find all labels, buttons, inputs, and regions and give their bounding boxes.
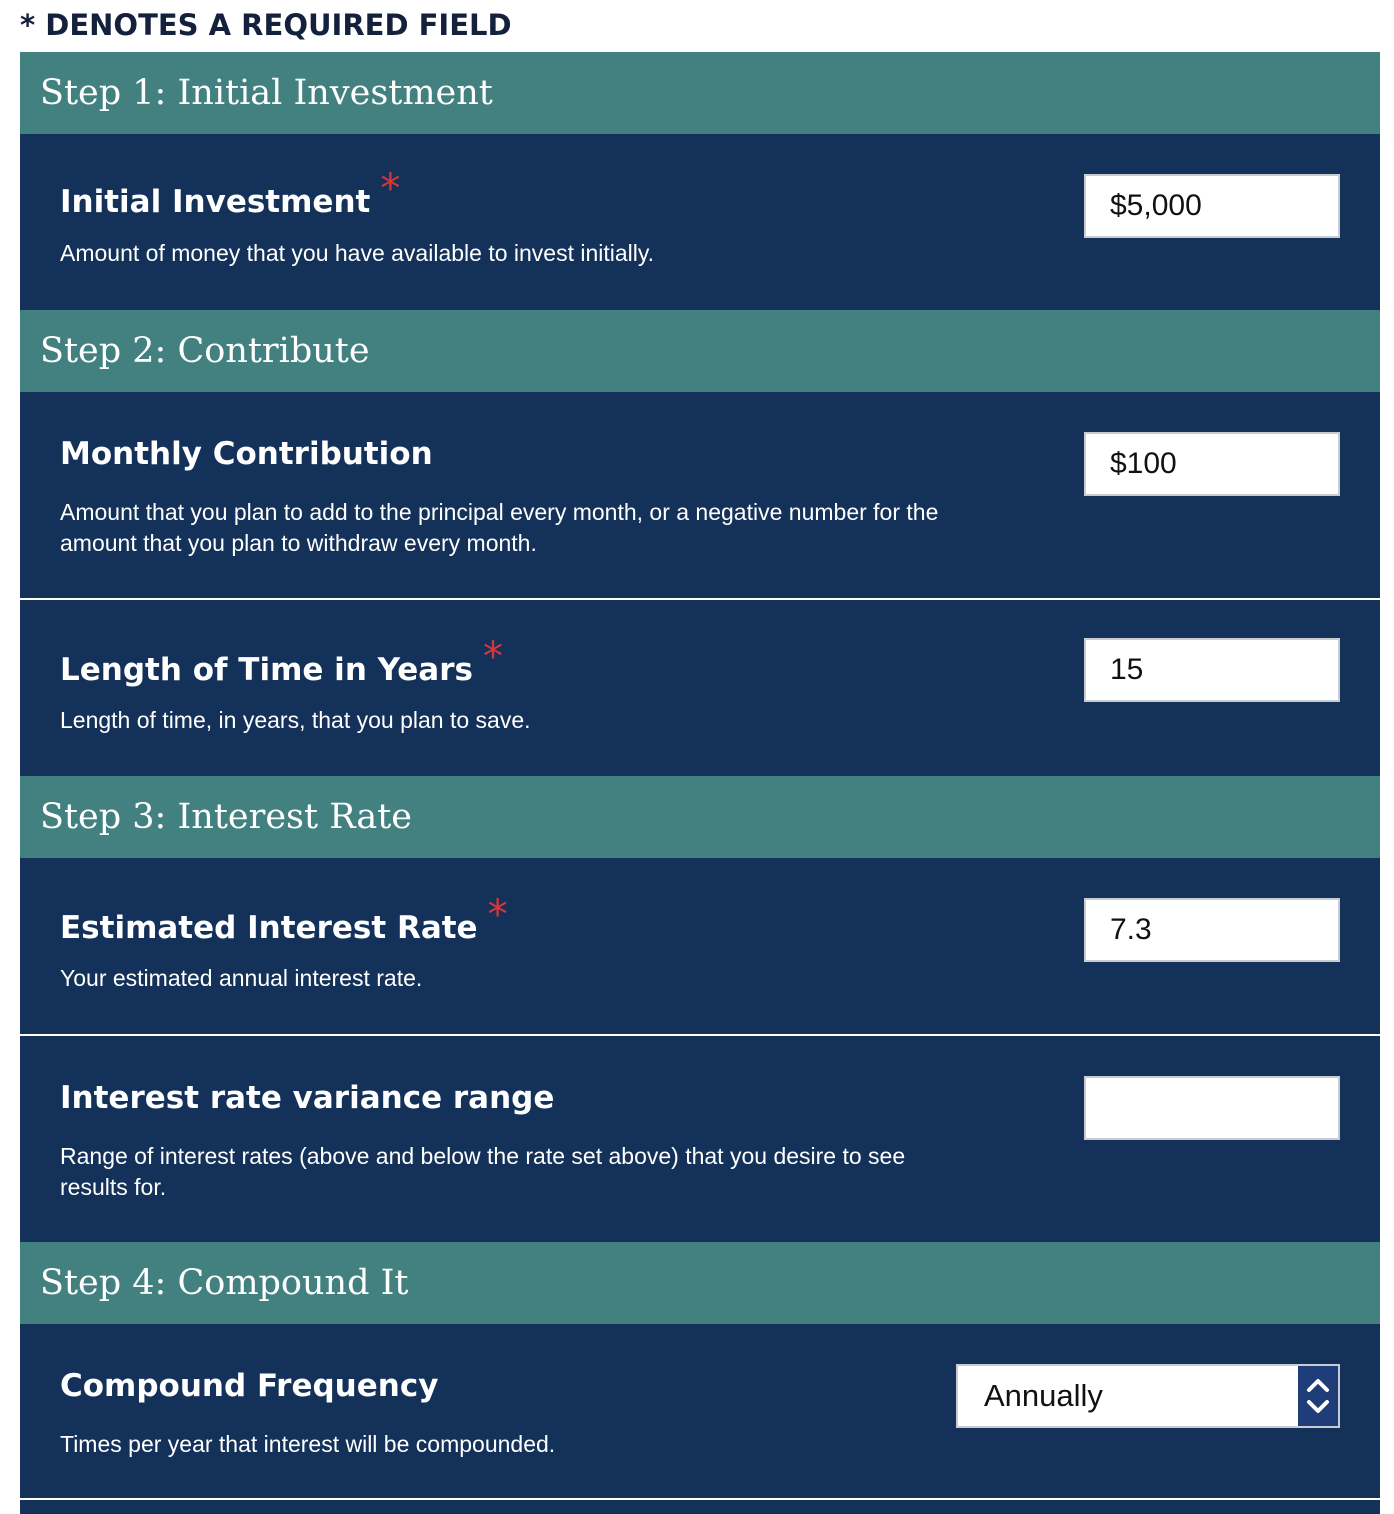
initial-investment-input[interactable] [1084,174,1340,238]
required-field-note: * DENOTES A REQUIRED FIELD [20,8,512,42]
compound-frequency-description: Times per year that interest will be compounded. [60,1431,556,1457]
monthly-contribution-input[interactable] [1084,432,1340,496]
step-1-header [20,52,1380,134]
length-of-time-label [60,634,503,690]
length-of-time-description: Length of time, in years, that you plan to save. [60,707,531,733]
variance-range-label [60,1080,554,1116]
variance-range-label-text: Interest rate variance range [60,1080,555,1116]
compound-frequency-select[interactable] [956,1364,1340,1428]
required-star-icon: * [380,166,401,212]
initial-investment-label-text: Initial Investment [60,184,371,220]
monthly-contribution-row [20,392,1380,598]
calculator-steps [20,52,1380,1514]
step-2-header [20,310,1380,392]
length-of-time-label-text: Length of Time in Years [60,652,473,688]
initial-investment-row [20,134,1380,310]
compound-frequency-label [60,1368,438,1404]
length-of-time-input[interactable] [1084,638,1340,702]
step-2-title: Step 2: Contribute [40,331,370,371]
initial-investment-description: Amount of money that you have available to invest initially. [60,240,655,266]
step-1-title: Step 1: Initial Investment [40,73,493,113]
select-updown-arrows-icon[interactable] [1298,1366,1338,1426]
interest-rate-label-text: Estimated Interest Rate [60,910,478,946]
length-of-time-row [20,598,1380,776]
monthly-contribution-label [60,436,433,472]
variance-range-description: Range of interest rates (above and below the rate set above) that you desire to see results for. [60,1143,906,1200]
step-4-header [20,1242,1380,1324]
compound-frequency-row [20,1324,1380,1498]
next-row-edge [20,1500,1380,1514]
interest-rate-input[interactable] [1084,898,1340,962]
interest-rate-row [20,858,1380,1034]
compound-frequency-selected: Annually [984,1378,1103,1413]
required-star-icon: * [487,892,508,938]
interest-rate-description: Your estimated annual interest rate. [60,965,423,991]
monthly-contribution-description: Amount that you plan to add to the principal every month, or a negative number for the amount that you plan to withdraw every month. [60,499,939,556]
interest-rate-label [60,892,508,948]
step-3-header [20,776,1380,858]
variance-range-row [20,1034,1380,1242]
compound-frequency-label-text: Compound Frequency [60,1368,439,1404]
step-3-title: Step 3: Interest Rate [40,797,413,837]
step-4-title: Step 4: Compound It [40,1263,409,1303]
required-star-icon: * [482,634,503,680]
initial-investment-label [60,166,401,222]
monthly-contribution-label-text: Monthly Contribution [60,436,433,472]
variance-range-input[interactable] [1084,1076,1340,1140]
